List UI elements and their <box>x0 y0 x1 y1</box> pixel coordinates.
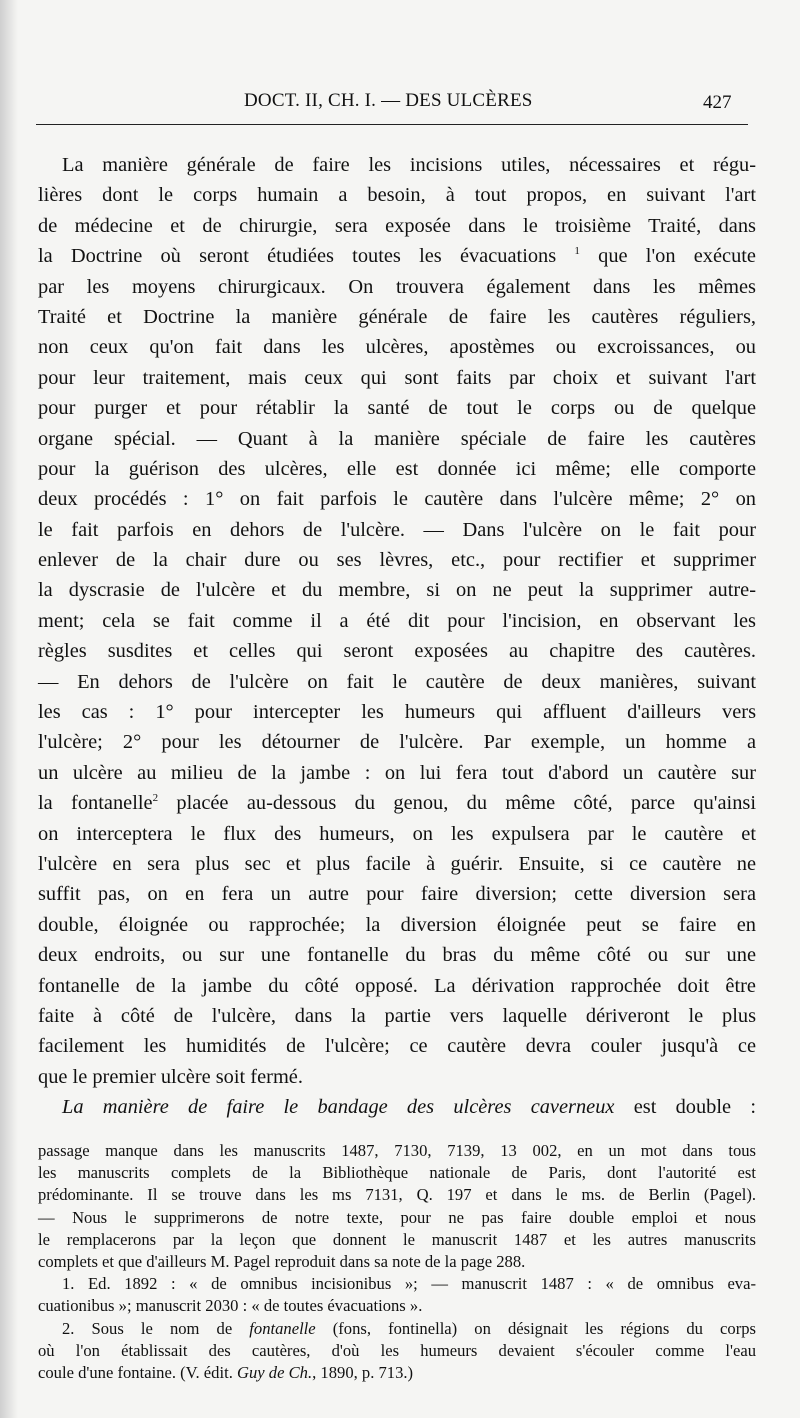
text-segment: (fons, fontinella) on désignait les régions du corps <box>332 1318 757 1338</box>
text-line: la dyscrasie de l'ulcère et du membre, si on ne peut la supprimer autre- <box>38 579 756 602</box>
text-line: lières dont le corps humain a besoin, à tout propos, en suivant l'art <box>38 184 756 207</box>
text-line <box>38 1092 756 1122</box>
text-line <box>38 241 756 271</box>
footnote-line: prédominante. Il se trouve dans les ms 7131, Q. 197 et dans le ms. de Berlin (Pagel). <box>38 1185 756 1205</box>
footnotes <box>38 1140 756 1384</box>
text-segment: placée au-dessous du genou, du même côté, parce qu'ainsi <box>176 792 756 815</box>
text-line: organe spécial. — Quant à la manière spéciale de faire les cautères <box>38 427 756 450</box>
text-line: — En dehors de l'ulcère on fait le cautère de deux manières, suivant <box>38 670 756 693</box>
italic-term: fontanelle <box>249 1318 316 1338</box>
footnote-line: cuationibus »; manuscrit 2030 : « de toutes évacuations ». <box>38 1296 423 1316</box>
text-segment: coule d'une fontaine. (V. édit. <box>38 1362 233 1382</box>
footnote-line <box>38 1318 756 1340</box>
text-line: que le premier ulcère soit fermé. <box>38 1065 303 1088</box>
text-line: faite à côté de l'ulcère, dans la partie vers laquelle dériveront le plus <box>38 1004 756 1027</box>
text-segment: est double : <box>633 1096 756 1119</box>
italic-reference: Guy de Ch. <box>237 1362 313 1382</box>
text-line: pour leur traitement, mais ceux qui sont faits par choix et suivant l'art <box>38 366 756 389</box>
footnote-line: le remplacerons par la leçon que donnent le manuscrit 1487 et les autres manuscrits <box>38 1229 756 1249</box>
text-line: pour la guérison des ulcères, elle est donnée ici même; elle comporte <box>38 457 756 480</box>
footnote-line: 1. Ed. 1892 : « de omnibus incisionibus »; — manuscrit 1487 : « de omnibus eva- <box>62 1274 756 1294</box>
binding-shadow <box>0 0 18 1418</box>
text-line <box>38 788 756 818</box>
text-line: deux procédés : 1° on fait parfois le cautère dans l'ulcère même; 2° on <box>38 488 756 511</box>
body-text <box>38 150 756 1123</box>
text-line: par les moyens chirurgicaux. On trouvera également dans les mêmes <box>38 275 756 298</box>
text-line: ment; cela se fait comme il a été dit pour l'incision, en observant les <box>38 609 756 632</box>
footnote-line: les manuscrits complets de la Bibliothèque nationale de Paris, dont l'autorité est <box>38 1163 756 1183</box>
footnote-line: où l'on établissait des cautères, d'où les humeurs devaient s'écouler comme l'eau <box>38 1340 756 1360</box>
text-line: double, éloignée ou rapprochée; la diversion éloignée peut se faire en <box>38 913 756 936</box>
text-line: enlever de la chair dure ou ses lèvres, etc., pour rectifier et supprimer <box>38 549 756 572</box>
footnote-line <box>38 1362 756 1384</box>
text-line: l'ulcère en sera plus sec et plus facile à guérir. Ensuite, si ce cautère ne <box>38 852 756 875</box>
footnote-ref: 1 <box>574 245 580 258</box>
text-line: deux endroits, ou sur une fontanelle du bras du même côté ou sur une <box>38 944 756 967</box>
header-rule <box>36 124 748 125</box>
text-line: le fait parfois en dehors de l'ulcère. — Dans l'ulcère on le fait pour <box>38 518 756 541</box>
text-line: de médecine et de chirurgie, sera exposée dans le troisième Traité, dans <box>38 214 756 237</box>
text-segment: la Doctrine où seront étudiées toutes les évacuations <box>38 245 557 268</box>
italic-heading: La manière de faire le bandage des ulcères caverneux <box>62 1096 615 1119</box>
text-segment: la fontanelle <box>38 792 153 815</box>
running-title: DOCT. II, CH. I. — DES ULCÈRES <box>244 90 533 111</box>
footnote-line: — Nous le supprimerons de notre texte, pour ne pas faire double emploi et nous <box>38 1207 756 1227</box>
text-segment: 2. Sous le nom de <box>62 1318 233 1338</box>
text-line: pour purger et pour rétablir la santé de tout le corps ou de quelque <box>38 397 756 420</box>
text-line: fontanelle de la jambe du côté opposé. La dérivation rapprochée doit être <box>38 974 756 997</box>
text-line: les cas : 1° pour intercepter les humeurs qui affluent d'ailleurs vers <box>38 701 756 724</box>
text-segment: que l'on exécute <box>598 245 756 268</box>
text-line: La manière générale de faire les incisions utiles, nécessaires et régu- <box>62 154 756 176</box>
running-head <box>0 88 800 118</box>
footnote-line: complets et que d'ailleurs M. Pagel reproduit dans sa note de la page 288. <box>38 1251 526 1271</box>
text-line: règles susdites et celles qui seront exposées au chapitre des cautères. <box>38 640 756 663</box>
page-number: 427 <box>703 92 732 113</box>
text-line: un ulcère au milieu de la jambe : on lui fera tout d'abord un cautère sur <box>38 761 756 784</box>
text-line: non ceux qu'on fait dans les ulcères, apostèmes ou excroissances, ou <box>38 336 756 359</box>
text-line: facilement les humidités de l'ulcère; ce cautère devra couler jusqu'à ce <box>38 1035 756 1058</box>
text-line: on interceptera le flux des humeurs, on les expulsera par le cautère et <box>38 822 756 845</box>
text-segment: , 1890, p. 713.) <box>312 1362 414 1382</box>
footnote-ref: 2 <box>152 792 159 805</box>
text-line: suffit pas, on en fera un autre pour faire diversion; cette diversion sera <box>38 883 756 906</box>
text-line: Traité et Doctrine la manière générale de faire les cautères réguliers, <box>38 305 756 328</box>
text-line: l'ulcère; 2° pour les détourner de l'ulcère. Par exemple, un homme a <box>38 731 756 754</box>
footnote-line: passage manque dans les manuscrits 1487, 7130, 7139, 13 002, en un mot dans tous <box>38 1141 756 1160</box>
